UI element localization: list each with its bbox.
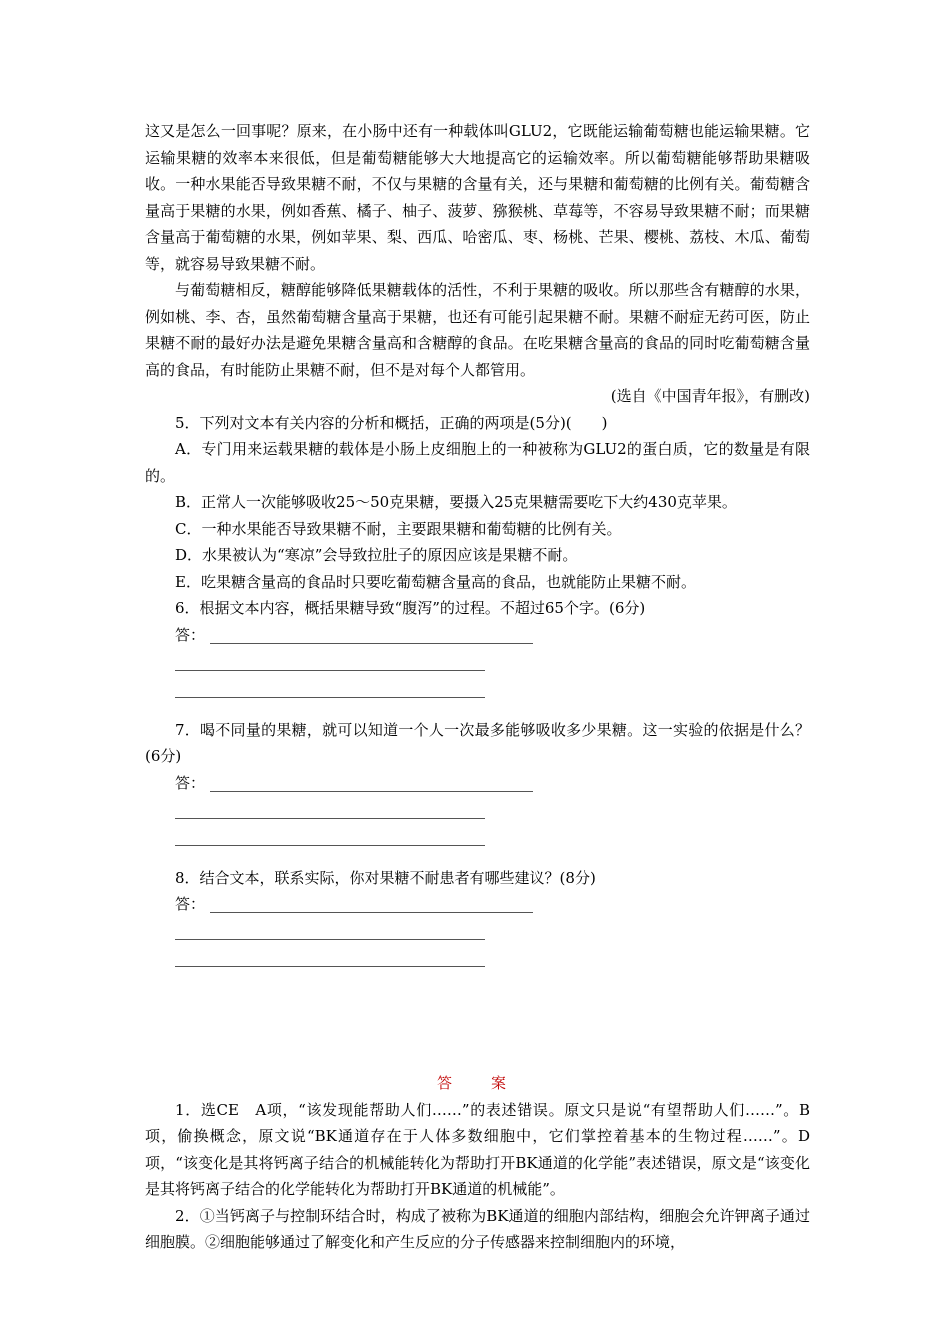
question-6-stem: 6．根据文本内容，概括果糖导致“腹泻”的过程。不超过65个字。(6分) [175,599,646,617]
answer-label: 答： [175,895,206,913]
answer-2: 2．①当钙离子与控制环结合时，构成了被称为BK通道的细胞内部结构，细胞会允许钾离子通过细胞膜。②细胞能够通过了解变化和产生反应的分子传感器来控制细胞内的环境， [145,1206,810,1251]
question-5-option-d: D．水果被认为“寒凉”会导致拉肚子的原因应该是果糖不耐。 [175,546,578,564]
answer-underline [210,912,533,913]
question-8-stem: 8．结合文本，联系实际，你对果糖不耐患者有哪些建议？(8分) [175,868,596,887]
passage-source: (选自《中国青年报》，有删改) [610,387,810,405]
question-8-answer-line-2[interactable] [175,918,810,945]
passage-paragraph-2: 与葡萄糖相反，糖醇能够降低果糖载体的活性，不利于果糖的吸收。所以那些含有糖醇的水果，例如桃、李、杏，虽然葡萄糖含量高于果糖，也还有可能引起果糖不耐。果糖不耐症无药可医，防止果糖不耐的最好办法是避免果糖含量高和含糖醇的食品。在吃果糖含量高的食品的同时吃葡萄糖含量高的食品，有时能防止果糖不耐，但不是对每个人都管用。 [145,281,810,379]
question-7-answer-line-2[interactable] [175,797,810,824]
question-5-option-c: C．一种水果能否导致果糖不耐，主要跟果糖和葡萄糖的比例有关。 [175,519,622,538]
answer-label: 答： [175,625,206,644]
question-8-answer-line-3[interactable] [175,945,810,972]
answer-underline [175,966,485,967]
question-7-answer-line-3[interactable] [175,824,810,851]
question-5-option-b: B．正常人一次能够吸收25～50克果糖，要摄入25克果糖需要吃下大约430克苹果。 [175,493,737,511]
passage-paragraph-1: 这又是怎么一回事呢？原来，在小肠中还有一种载体叫GLU2，它既能运输葡萄糖也能运输果糖。它运输果糖的效率本来很低，但是葡萄糖能够大大地提高它的运输效率。所以葡萄糖能够帮助果糖吸收。一种水果能否导致果糖不耐，不仅与果糖的含量有关，还与果糖和葡萄糖的比例有关。葡萄糖含量高于果糖的水果，例如香蕉、橘子、柚子、菠萝、猕猴桃、草莓等，不容易导致果糖不耐；而果糖含量高于葡萄糖的水果，例如苹果、梨、西瓜、哈密瓜、枣、杨桃、芒果、樱桃、荔枝、木瓜、葡萄等，就容易导致果糖不耐。 [145,122,810,273]
question-8-answer-line-1[interactable] [175,891,810,918]
answers-heading: 答 案 [436,1074,518,1092]
question-6-answer-line-3[interactable] [175,676,810,703]
answer-underline [175,939,485,940]
question-7-stem: 7．喝不同量的果糖，就可以知道一个人一次最多能够吸收多少果糖。这一实验的依据是什么？(6分) [145,720,810,765]
answer-label: 答： [175,773,206,792]
question-6-answer-line-1[interactable] [175,622,810,649]
answer-underline [210,643,533,644]
answer-underline [175,845,485,846]
document-page [145,118,810,1256]
question-5-option-a: A．专门用来运载果糖的载体是小肠上皮细胞上的一种被称为GLU2的蛋白质，它的数量是有限的。 [145,440,810,485]
answer-underline [210,791,533,792]
answer-underline [175,697,485,698]
question-7-answer-line-1[interactable] [175,770,810,797]
answer-underline [175,818,485,819]
answer-1: 1．选CE A项，“该发现能帮助人们……”的表述错误。原文只是说“有望帮助人们……”。B项，偷换概念，原文说“BK通道存在于人体多数细胞中，它们掌控着基本的生物过程……”。D项，“该变化是其将钙离子结合的机械能转化为帮助打开BK通道的化学能”表述错误，原文是“该变化是其将钙离子结合的化学能转化为帮助打开BK通道的机械能”。 [145,1100,810,1198]
question-6-answer-line-2[interactable] [175,649,810,676]
answer-underline [175,670,485,671]
question-5-option-e: E．吃果糖含量高的食品时只要吃葡萄糖含量高的食品，也就能防止果糖不耐。 [175,572,696,591]
question-5-stem: 5．下列对文本有关内容的分析和概括，正确的两项是(5分)( ) [175,413,608,432]
